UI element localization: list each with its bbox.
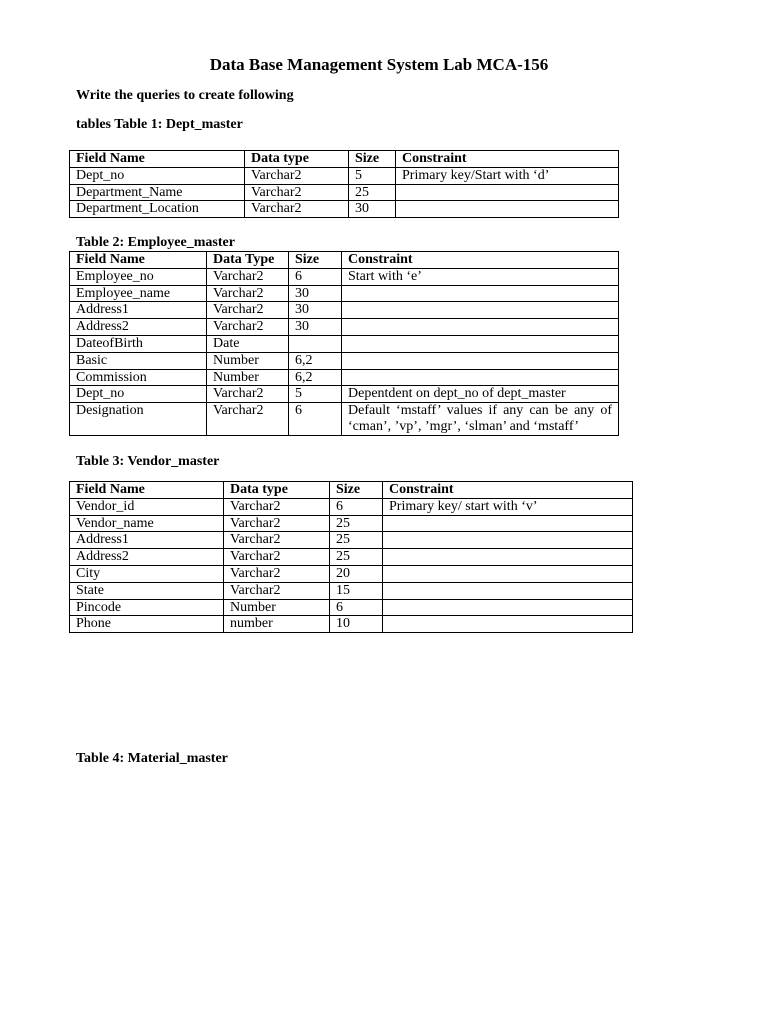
table-cell: 6 — [289, 268, 342, 285]
table-row — [70, 184, 619, 201]
column-header: Data Type — [207, 252, 289, 269]
table-row — [70, 335, 619, 352]
table-cell — [383, 515, 633, 532]
page-title: Data Base Management System Lab MCA-156 — [209, 55, 549, 74]
dept-master-table — [69, 150, 619, 218]
column-header: Constraint — [383, 482, 633, 499]
table-cell: 30 — [349, 201, 396, 218]
table-row — [70, 386, 619, 403]
table-cell: Address1 — [70, 532, 224, 549]
table-cell — [396, 201, 619, 218]
table-row — [70, 352, 619, 369]
table-cell — [289, 335, 342, 352]
table-cell: Date — [207, 335, 289, 352]
table-cell: DateofBirth — [70, 335, 207, 352]
table-cell: Varchar2 — [207, 302, 289, 319]
table-cell: Varchar2 — [207, 285, 289, 302]
table-row — [70, 515, 633, 532]
table-cell: Varchar2 — [207, 403, 289, 436]
table-header-row — [70, 151, 619, 168]
table-row — [70, 532, 633, 549]
table-row — [70, 201, 619, 218]
table-cell: 25 — [330, 549, 383, 566]
table-cell: Varchar2 — [224, 532, 330, 549]
vendor-master-table — [69, 481, 633, 633]
table-cell: Basic — [70, 352, 207, 369]
table-cell — [383, 549, 633, 566]
table-cell: Vendor_name — [70, 515, 224, 532]
table-cell — [383, 616, 633, 633]
table-row — [70, 319, 619, 336]
table-cell — [383, 532, 633, 549]
table-cell: number — [224, 616, 330, 633]
table-row — [70, 582, 633, 599]
table-cell: 15 — [330, 582, 383, 599]
table-cell — [342, 352, 619, 369]
table-cell: Depentdent on dept_no of dept_master — [342, 386, 619, 403]
table-cell: Varchar2 — [245, 184, 349, 201]
table-cell: 6 — [330, 599, 383, 616]
table-cell: Phone — [70, 616, 224, 633]
table-header-row — [70, 252, 619, 269]
column-header: Constraint — [342, 252, 619, 269]
table-cell: Varchar2 — [224, 515, 330, 532]
table-cell: 20 — [330, 565, 383, 582]
table-cell: Pincode — [70, 599, 224, 616]
table-cell: Primary key/Start with ‘d’ — [396, 167, 619, 184]
table-row — [70, 616, 633, 633]
table-cell: 6,2 — [289, 352, 342, 369]
table-cell: Number — [224, 599, 330, 616]
table-cell — [383, 582, 633, 599]
table-cell — [383, 565, 633, 582]
table-cell: 5 — [349, 167, 396, 184]
table-row — [70, 285, 619, 302]
table-cell: 25 — [349, 184, 396, 201]
table-cell: Primary key/ start with ‘v’ — [383, 498, 633, 515]
table-cell: State — [70, 582, 224, 599]
table-cell — [342, 285, 619, 302]
table-row — [70, 302, 619, 319]
table-cell: Department_Name — [70, 184, 245, 201]
intro-text: Write the queries to create following — [76, 88, 294, 103]
table-cell: Varchar2 — [245, 167, 349, 184]
column-header: Field Name — [70, 151, 245, 168]
table-cell: Varchar2 — [207, 386, 289, 403]
column-header: Size — [349, 151, 396, 168]
table2-caption: Table 2: Employee_master — [76, 235, 235, 250]
table-cell: Varchar2 — [207, 319, 289, 336]
table-cell: 6,2 — [289, 369, 342, 386]
table-row — [70, 498, 633, 515]
table-cell: Dept_no — [70, 386, 207, 403]
column-header: Data type — [245, 151, 349, 168]
table-cell: Dept_no — [70, 167, 245, 184]
table-cell: Department_Location — [70, 201, 245, 218]
table-cell: Varchar2 — [224, 582, 330, 599]
table-row — [70, 403, 619, 436]
table-cell: Varchar2 — [207, 268, 289, 285]
table-cell: Number — [207, 369, 289, 386]
table-cell: 25 — [330, 532, 383, 549]
table-cell: Default ‘mstaff’ values if any can be any of ‘cman’, ’vp’, ’mgr’, ‘slman’ and ‘mstaff’ — [342, 403, 619, 436]
table-cell: 30 — [289, 285, 342, 302]
table-cell: Varchar2 — [224, 565, 330, 582]
table-cell — [396, 184, 619, 201]
column-header: Data type — [224, 482, 330, 499]
table-cell: Address2 — [70, 319, 207, 336]
table-cell: Start with ‘e’ — [342, 268, 619, 285]
table-cell: 5 — [289, 386, 342, 403]
table1-caption: tables Table 1: Dept_master — [76, 117, 243, 132]
column-header: Field Name — [70, 252, 207, 269]
table-cell: Address2 — [70, 549, 224, 566]
table-cell — [342, 319, 619, 336]
table-cell: Vendor_id — [70, 498, 224, 515]
table-row — [70, 599, 633, 616]
table-cell: 30 — [289, 319, 342, 336]
table-cell: 6 — [289, 403, 342, 436]
table-cell: 10 — [330, 616, 383, 633]
table-cell — [383, 599, 633, 616]
table-cell: Employee_name — [70, 285, 207, 302]
table-cell: Commission — [70, 369, 207, 386]
table4-caption: Table 4: Material_master — [76, 751, 228, 766]
table-cell: 25 — [330, 515, 383, 532]
table-row — [70, 565, 633, 582]
table-cell — [342, 369, 619, 386]
table-cell: Designation — [70, 403, 207, 436]
table-cell — [342, 302, 619, 319]
table-cell: Employee_no — [70, 268, 207, 285]
table-cell: Address1 — [70, 302, 207, 319]
employee-master-table — [69, 251, 619, 436]
table-row — [70, 167, 619, 184]
table-cell: Varchar2 — [224, 549, 330, 566]
table-cell — [342, 335, 619, 352]
column-header: Size — [289, 252, 342, 269]
table-cell: Varchar2 — [245, 201, 349, 218]
table-cell: 30 — [289, 302, 342, 319]
table-row — [70, 369, 619, 386]
table-cell: 6 — [330, 498, 383, 515]
table-row — [70, 268, 619, 285]
table-header-row — [70, 482, 633, 499]
table-cell: Varchar2 — [224, 498, 330, 515]
table-cell: City — [70, 565, 224, 582]
column-header: Field Name — [70, 482, 224, 499]
table-row — [70, 549, 633, 566]
table3-caption: Table 3: Vendor_master — [76, 454, 220, 469]
column-header: Size — [330, 482, 383, 499]
column-header: Constraint — [396, 151, 619, 168]
table-cell: Number — [207, 352, 289, 369]
